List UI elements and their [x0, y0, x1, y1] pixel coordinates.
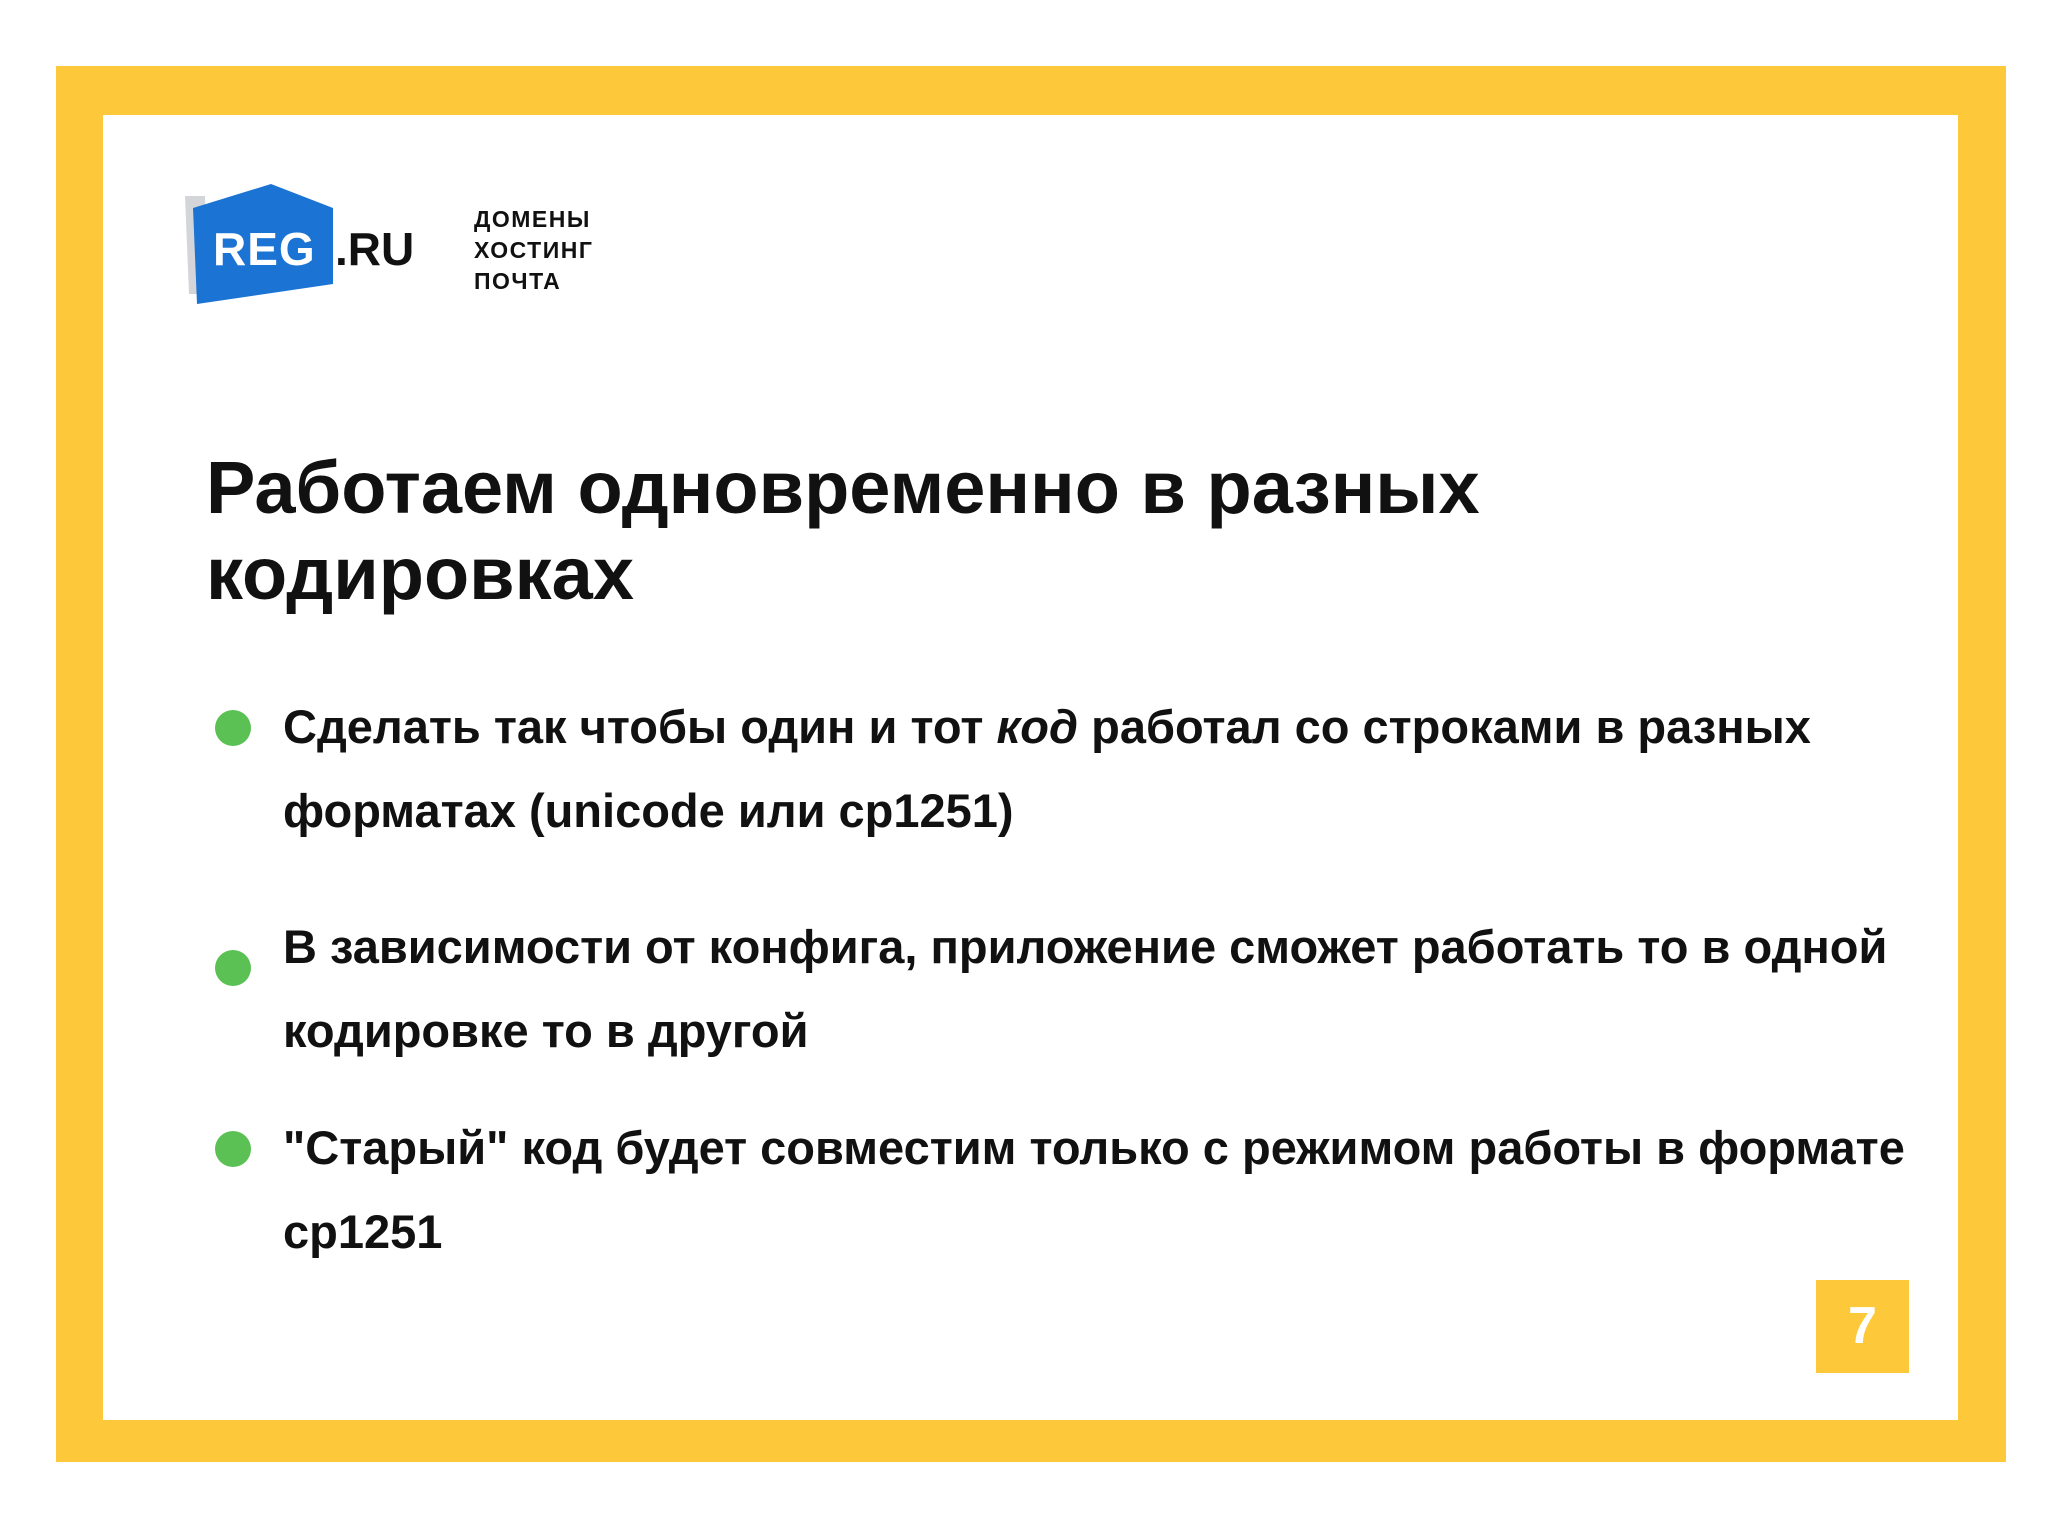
bullet-text-after: работал со строками в разных форматах (unicode или cp1251) — [283, 700, 1811, 837]
logo-tagline-hosting: ХОСТИНГ — [474, 237, 594, 263]
bullet-item — [213, 1106, 1913, 1274]
logo-domain-text: .RU — [335, 223, 415, 275]
page-number: 7 — [1816, 1280, 1909, 1373]
logo-tagline — [474, 204, 593, 297]
bullet-item — [213, 905, 1913, 1106]
bullet-list — [213, 685, 1913, 1274]
bullet-text-before: Сделать так чтобы один и тот — [283, 700, 997, 753]
bullet-text — [283, 700, 1811, 837]
logo-brand-text: REG — [213, 223, 316, 275]
bullet-text: В зависимости от конфига, приложение сможет работать то в одной кодировке то в другой — [283, 920, 1888, 1057]
slide-title: Работаем одновременно в разных кодировках — [206, 446, 1480, 615]
bullet-dot — [215, 710, 251, 746]
bullet-dot — [215, 950, 251, 986]
bullet-dot — [215, 1131, 251, 1167]
slide — [103, 115, 1958, 1420]
logo-tagline-mail: ПОЧТА — [474, 268, 562, 294]
bullet-item — [213, 685, 1913, 905]
logo-tagline-domains: ДОМЕНЫ — [474, 206, 591, 232]
bullet-text: "Старый" код будет совместим только с режимом работы в формате cp1251 — [283, 1121, 1905, 1258]
reg-ru-logo — [183, 184, 653, 314]
bullet-text-emphasis: код — [996, 700, 1079, 753]
